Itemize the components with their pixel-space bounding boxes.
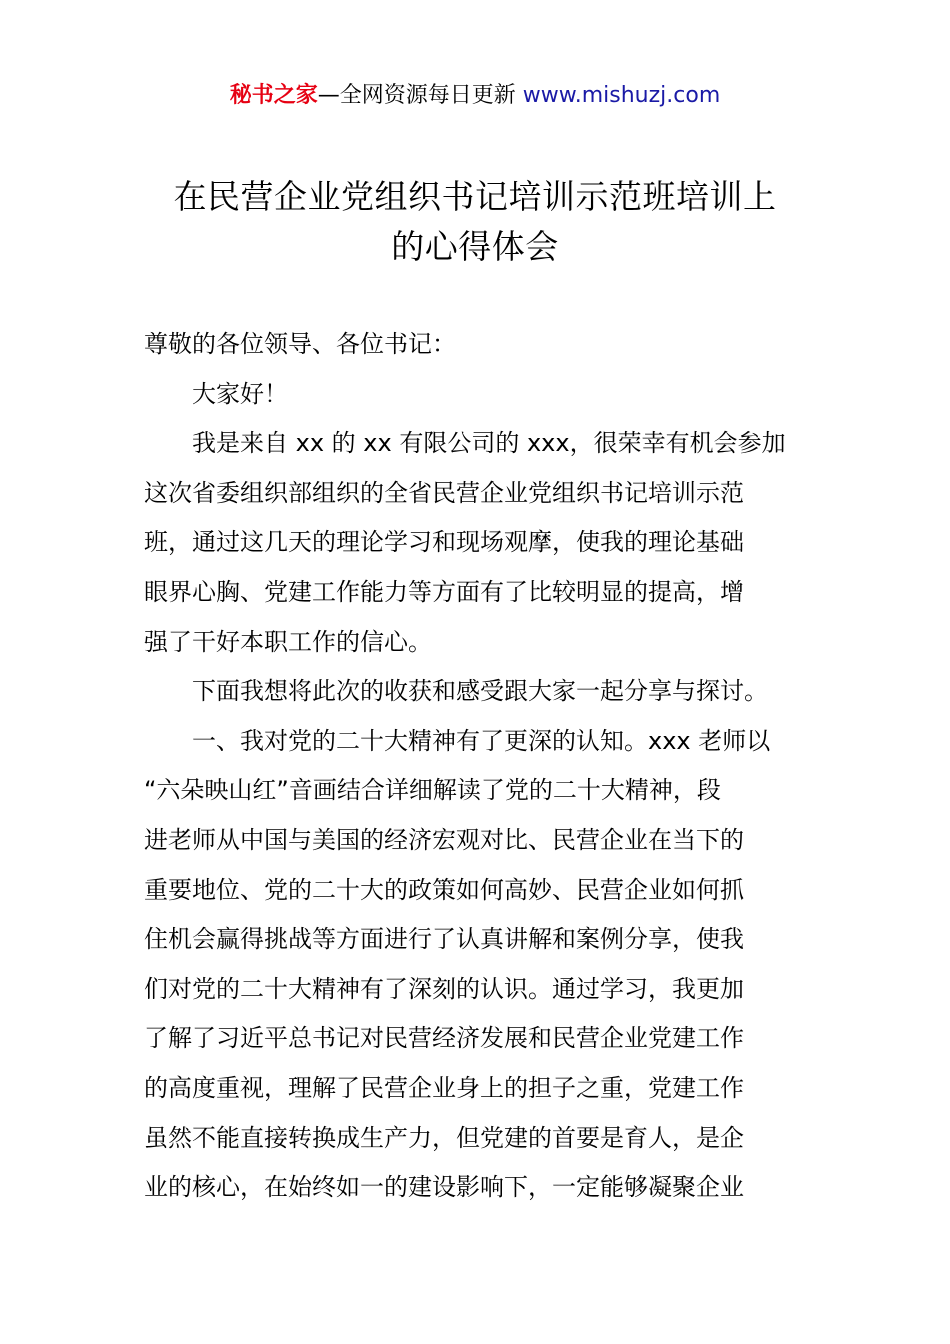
- title-line-1: 在民营企业党组织书记培训示范班培训上: [173, 177, 777, 216]
- paragraph-line: 重要地位、党的二十大的政策如何高妙、民营企业如何抓: [144, 875, 744, 904]
- section-heading-line: 一、我对党的二十大精神有了更深的认知。xxx 老师以: [192, 726, 771, 755]
- brand-name: 秘书之家: [229, 83, 318, 108]
- paragraph-line: 这次省委组织部组织的全省民营企业党组织书记培训示范: [144, 478, 744, 507]
- greeting: 大家好！: [192, 379, 288, 408]
- header-tagline: —全网资源每日更新: [317, 83, 523, 108]
- paragraph-line: 了解了习近平总书记对民营经济发展和民营企业党建工作: [144, 1024, 744, 1053]
- paragraph-line: 进老师从中国与美国的经济宏观对比、民营企业在当下的: [144, 825, 744, 854]
- paragraph-line: 虽然不能直接转换成生产力，但党建的首要是育人，是企: [144, 1123, 744, 1152]
- paragraph-line: “六朵映山红”音画结合详细解读了党的二十大精神，段: [144, 776, 721, 805]
- paragraph-line: 我是来自 xx 的 xx 有限公司的 xxx，很荣幸有机会参加: [192, 429, 786, 458]
- paragraph-line: 下面我想将此次的收获和感受跟大家一起分享与探讨。: [192, 677, 768, 706]
- salutation: 尊敬的各位领导、各位书记：: [144, 330, 456, 358]
- paragraph-line: 业的核心，在始终如一的建设影响下，一定能够凝聚企业: [144, 1173, 744, 1202]
- site-header: [0, 80, 950, 112]
- document-title: [120, 172, 830, 272]
- title-line-2: 的心得体会: [391, 227, 559, 266]
- document-body: [144, 320, 816, 1213]
- paragraph-line: 眼界心胸、党建工作能力等方面有了比较明显的提高，增: [144, 577, 744, 606]
- paragraph-line: 的高度重视，理解了民营企业身上的担子之重，党建工作: [144, 1073, 744, 1102]
- paragraph-line: 强了干好本职工作的信心。: [144, 627, 432, 656]
- paragraph-line: 班，通过这几天的理论学习和现场观摩，使我的理论基础: [144, 528, 744, 557]
- paragraph-line: 们对党的二十大精神有了深刻的认识。通过学习，我更加: [144, 974, 744, 1003]
- paragraph-line: 住机会赢得挑战等方面进行了认真讲解和案例分享，使我: [144, 925, 744, 954]
- site-url-link[interactable]: www.mishuzj.com: [522, 83, 721, 108]
